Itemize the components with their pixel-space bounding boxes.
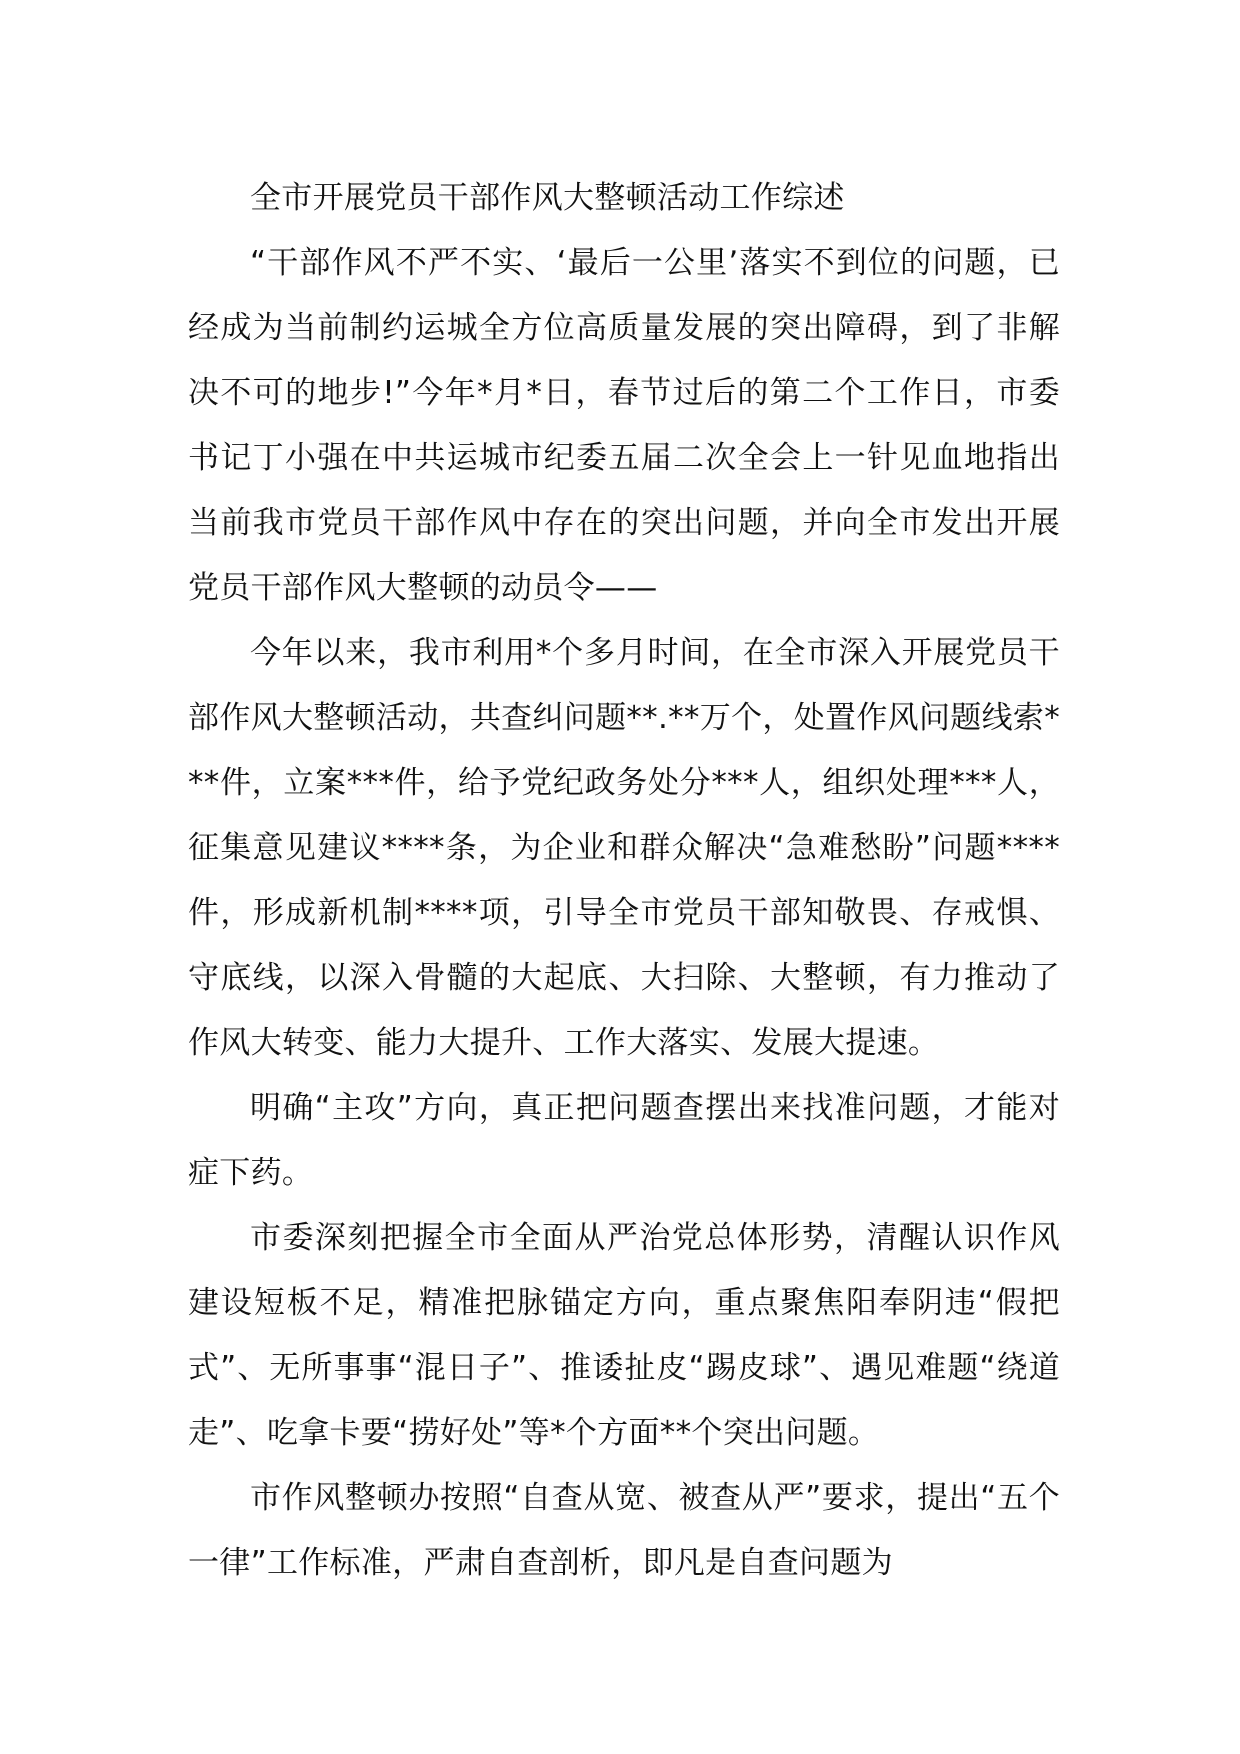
document-body — [188, 166, 1060, 1596]
paragraph: 市作风整顿办按照“自查从宽、被查从严”要求，提出“五个一律”工作标准，严肃自查剖析，即凡是自查问题为 — [188, 1480, 1060, 1581]
paragraph: “干部作风不严不实、‘最后一公里’落实不到位的问题，已经成为当前制约运城全方位高质量发展的突出障碍，到了非解决不可的地步!”今年*月*日，春节过后的第二个工作日，市委书记丁小强在中共运城市纪委五届二次全会上一针见血地指出当前我市党员干部作风中存在的突出问题，并向全市发出开展党员干部作风大整顿的动员令—— — [188, 245, 1060, 606]
paragraph: 明确“主攻”方向，真正把问题查摆出来找准问题，才能对症下药。 — [188, 1090, 1060, 1191]
paragraph: 市委深刻把握全市全面从严治党总体形势，清醒认识作风建设短板不足，精准把脉锚定方向，重点聚焦阳奉阴违“假把式”、无所事事“混日子”、推诿扯皮“踢皮球”、遇见难题“绕道走”、吃拿卡要“捞好处”等*个方面**个突出问题。 — [188, 1220, 1060, 1451]
document-title: 全市开展党员干部作风大整顿活动工作综述 — [250, 180, 845, 216]
paragraph: 今年以来，我市利用*个多月时间，在全市深入开展党员干部作风大整顿活动，共查纠问题**.**万个，处置作风问题线索***件，立案***件，给予党纪政务处分***人，组织处理***人，征集意见建议****条，为企业和群众解决“急难愁盼”问题****件，形成新机制****项，引导全市党员干部知敬畏、存戒惧、守底线，以深入骨髓的大起底、大扫除、大整顿，有力推动了作风大转变、能力大提升、工作大落实、发展大提速。 — [188, 635, 1060, 1061]
